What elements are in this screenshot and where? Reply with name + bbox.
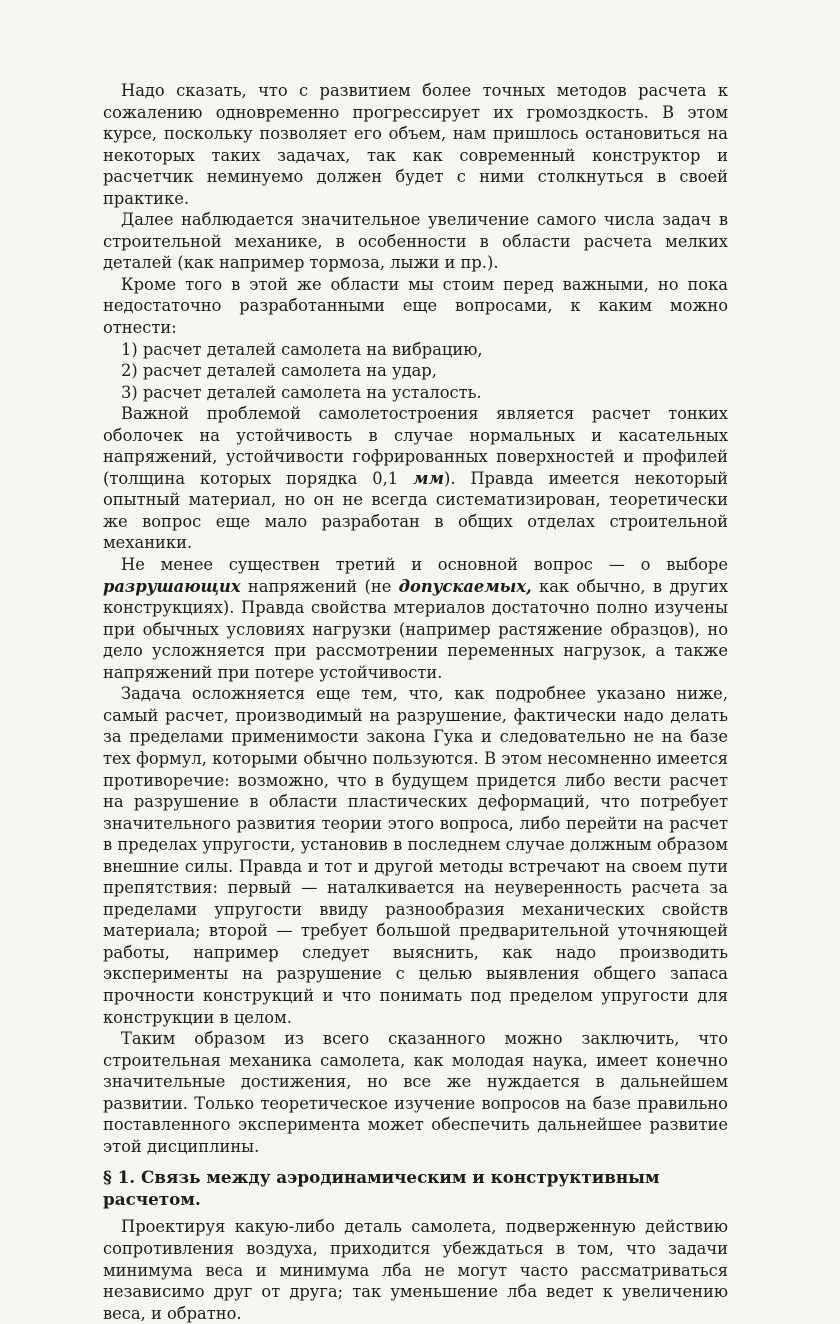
failure-text-a: Не менее существен третий и основной вопрос — о выборе <box>121 555 728 575</box>
paragraph-intro: Надо сказать, что с развитием более точных методов расчета к сожалению одновременно прогрессирует их громоздкость. В этом курсе, поскольку позволяет его объем, нам пришлось остановиться на некоторых таких задачах, так как современный конструктор и расчетчик неминуемо должен будет с ними столкнуться в своей практике. <box>103 81 728 208</box>
list-item-fatigue: 3) расчет деталей самолета на усталость. <box>121 382 482 402</box>
paragraph-hooke-limits: Задача осложняется еще тем, что, как подробнее указано ниже, самый расчет, производимый на разрушение, фактически надо делать за пределами применимости закона Гука и следовательно не на базе тех формул, которыми обычно пользуются. В этом несомненно имеется противоречие: возможно, что в будущем придется либо вести расчет на разрушение в области пластических деформаций, что потребует значительного развития теории этого вопроса, либо перейти на расчет в пределах упругости, установив в последнем случае должным образом внешние силы. Правда и тот и другой методы встречают на своем пути препятствия: первый — наталкивается на неуверенность расчета за пределами упругости ввиду разнообразия механических свойств материала; второй — требует большой предварительной уточняющей работы, например следует выяснить, как надо производить эксперименты на разрушение с целью выявления общего запаса прочности конструкций и что понимать под пределом упругости для конструкции в целом. <box>103 684 728 1027</box>
term-allowable: допускаемых, <box>398 576 532 596</box>
thin-shells-text-a: Важной проблемой самолетостроения является расчет тонких оболочек на устойчивость в случае нормальных и касательных напряжений, устойчивости гофрированных поверхностей и профилей (толщина которых порядка 0,1 <box>103 404 728 488</box>
thin-shells-text-b: ). Правда имеется некоторый опытный материал, но он не всегда систематизирован, теоретически же вопрос еще мало разработан в общих отделах строительной механики. <box>103 468 728 553</box>
page-body <box>103 80 728 1324</box>
paragraph-failure-stresses <box>103 554 728 683</box>
section-heading: § 1. Связь между аэродинамическим и конструктивным расчетом. <box>103 1167 660 1209</box>
paragraph-conclusion: Таким образом из всего сказанного можно заключить, что строительная механика самолета, как молодая наука, имеет конечно значительные достижения, но все же нуждается в дальнейшем развитии. Только теоретическое изучение вопросов на базе правильно поставленного эксперимента может обеспечить дальнейшее развитие этой дисциплины. <box>103 1029 728 1156</box>
list-item-impact: 2) расчет деталей самолета на удар, <box>121 361 437 381</box>
paragraph-thin-shells <box>103 403 728 554</box>
failure-text-b: напряжений (не <box>240 576 399 596</box>
term-destructive: разрушающих <box>103 576 241 596</box>
list-item-vibration: 1) расчет деталей самолета на вибрацию, <box>121 339 483 359</box>
paragraph-section-1: Проектируя какую-либо деталь самолета, подверженную действию сопротивления воздуха, приходится убеждаться в том, что задачи минимума веса и минимума лба не могут часто рассматриваться независимо друг от друга; так уменьшение лба ведет к увеличению веса, и обратно. <box>103 1217 728 1323</box>
unit-mm: мм <box>413 468 444 488</box>
paragraph-task-count: Далее наблюдается значительное увеличение самого числа задач в строительной механике, в особенности в области расчета мелких деталей (как например тормоза, лыжи и пр.). <box>103 210 728 273</box>
paragraph-open-questions: Кроме того в этой же области мы стоим перед важными, но пока недостаточно разработанными еще вопросами, к каким можно отнести: <box>103 274 728 338</box>
failure-text-c: как обычно, в других конструкциях). Правда свойства мтериалов достаточно полно изучены при обычных условиях нагрузки (например растяжение образцов), но дело усложняется при рассмотрении переменных нагрузок, а также напряжений при потере устойчивости. <box>103 576 729 682</box>
